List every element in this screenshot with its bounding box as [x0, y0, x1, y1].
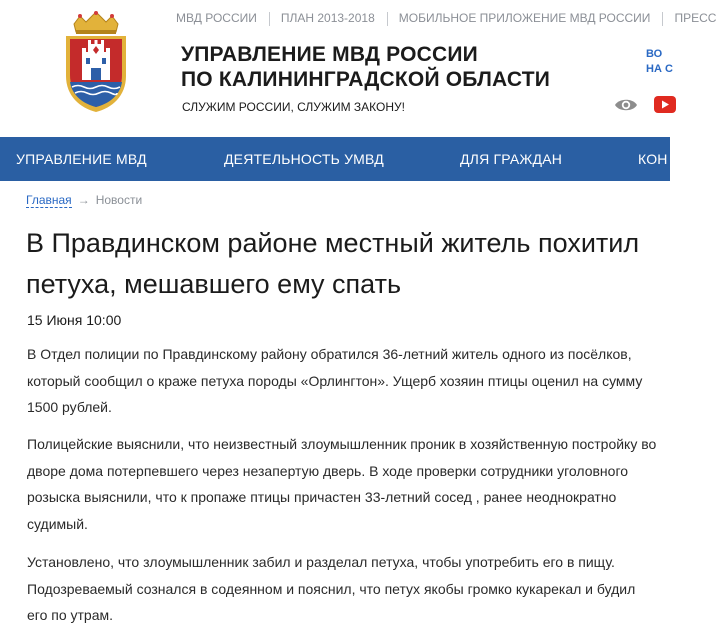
breadcrumb-home[interactable]: Главная	[26, 193, 72, 207]
top-link-press[interactable]: ПРЕСС	[674, 11, 716, 25]
org-title-line2: ПО КАЛИНИНГРАДСКОЙ ОБЛАСТИ	[181, 68, 551, 91]
eye-icon[interactable]	[614, 97, 638, 113]
nav-item-citizens[interactable]: ДЛЯ ГРАЖДАН	[460, 151, 563, 167]
divider	[662, 12, 663, 26]
nav-item-activities[interactable]: ДЕЯТЕЛЬНОСТЬ УМВД	[224, 151, 384, 167]
article-title: В Правдинском районе местный житель похитил петуха, мешавшего ему спать	[26, 228, 640, 299]
nav-item-contacts[interactable]: КОН	[638, 151, 668, 167]
motto: СЛУЖИМ РОССИИ, СЛУЖИМ ЗАКОНУ!	[182, 100, 405, 114]
article-paragraph: В Отдел полиции по Правдинскому району обратился 36-летний житель одного из посёлков, который сообщил о краже петуха породы «Орлингтон». Ущерб хозяин птицы оценил на сумму 1500 рублей.	[27, 346, 643, 415]
youtube-icon[interactable]	[654, 96, 676, 113]
top-link-mobile-app[interactable]: МОБИЛЬНОЕ ПРИЛОЖЕНИЕ МВД РОССИИ	[398, 11, 651, 25]
header-right-link-line2: НА С	[646, 63, 673, 75]
article-paragraph: Установлено, что злоумышленник забил и разделал петуха, чтобы употребить его в пищу. Подозреваемый сознался в содеянном и пояснил, что петух якобы громко кукарекал и будил его по утрам.	[27, 554, 636, 623]
main-nav	[0, 137, 670, 181]
org-title-line1: УПРАВЛЕНИЕ МВД РОССИИ	[181, 43, 478, 66]
divider	[269, 12, 270, 26]
org-title[interactable]	[181, 42, 550, 92]
breadcrumb-arrow: →	[77, 193, 90, 207]
breadcrumb	[26, 193, 142, 207]
divider	[387, 12, 388, 26]
top-links	[176, 11, 716, 26]
header-right-link-line1: ВО	[646, 48, 663, 60]
header-right-link[interactable]	[646, 47, 673, 77]
top-link-plan[interactable]: ПЛАН 2013-2018	[280, 11, 375, 25]
emblem-icon[interactable]	[60, 10, 132, 114]
breadcrumb-current: Новости	[95, 193, 143, 207]
nav-item-department[interactable]: УПРАВЛЕНИЕ МВД	[16, 151, 147, 167]
article-date: 15 Июня 10:00	[27, 312, 122, 328]
article-paragraph: Полицейские выяснили, что неизвестный злоумышленник проник в хозяйственную постройку во дворе дома потерпевшего через незапертую дверь. В ходе проверки сотрудники уголовного розыска выяснили, что к пропаже птицы причастен 33-летний сосед , ранее неоднократно судимый.	[27, 436, 657, 532]
top-link-mvd[interactable]: МВД РОССИИ	[176, 11, 257, 25]
